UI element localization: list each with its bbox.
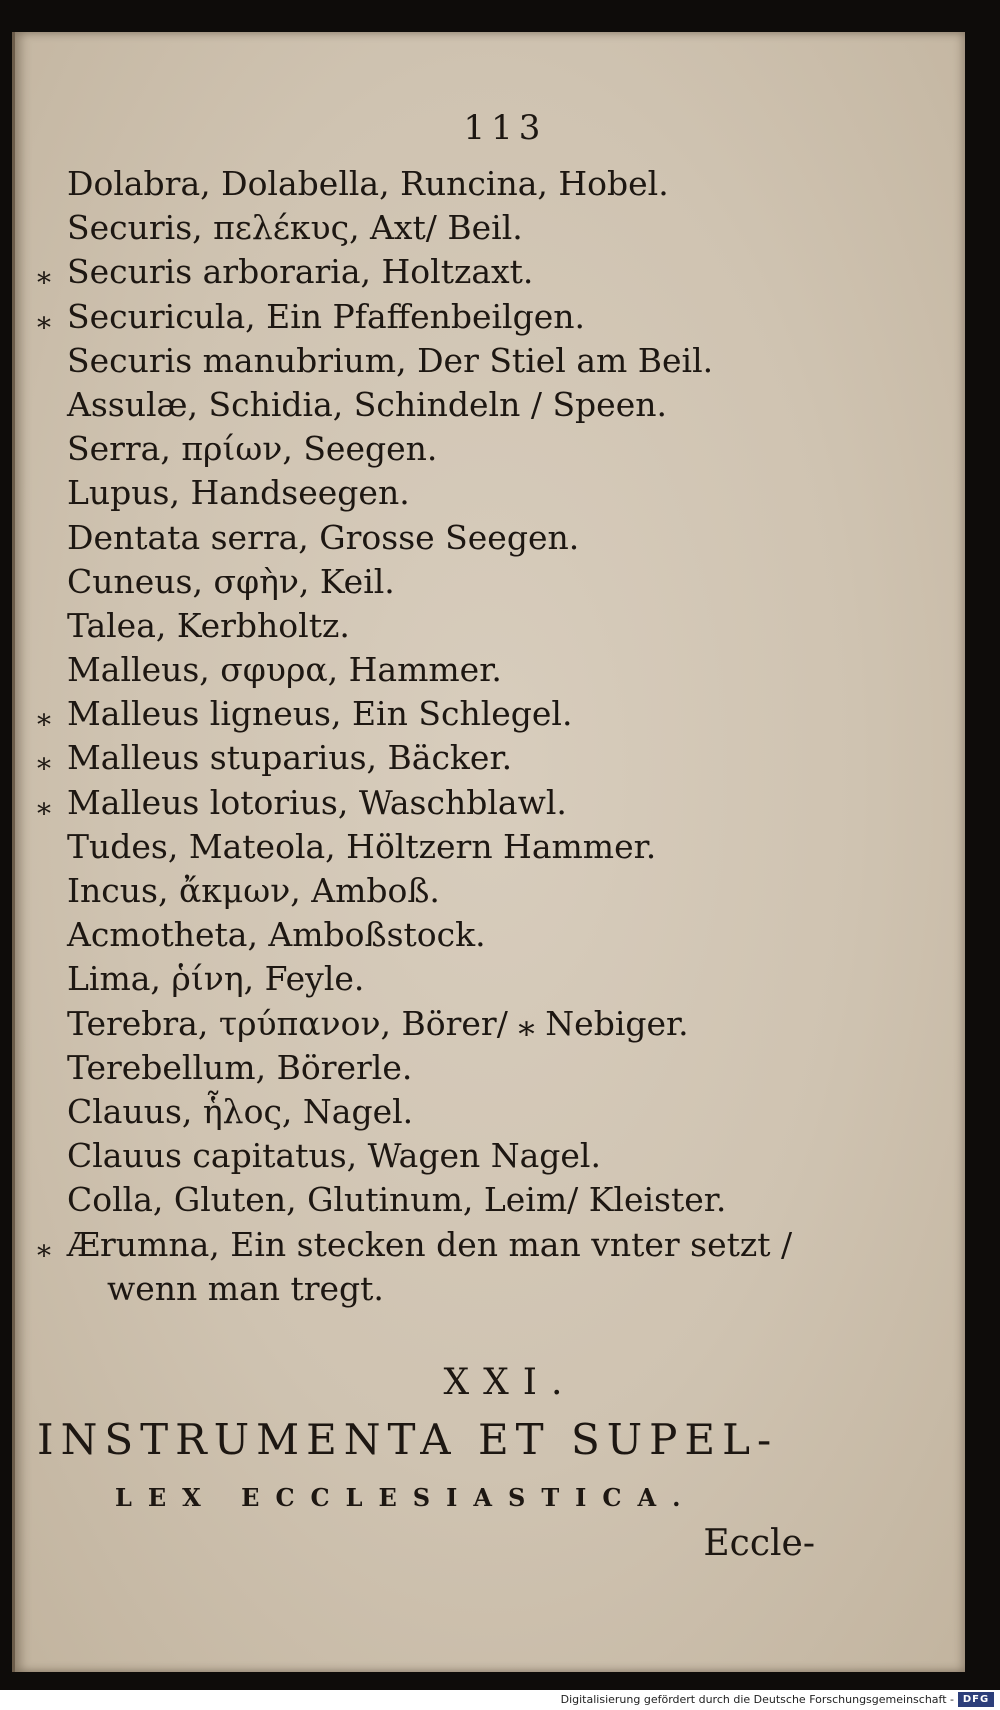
entry-text: Malleus lotorius, Waschblawl. — [67, 782, 567, 822]
glossary-entry — [25, 604, 925, 648]
entry-text: Serra, πρίων, Seegen. — [67, 429, 438, 469]
glossary-entry — [25, 339, 925, 383]
star-mark: ⁎ — [37, 257, 51, 291]
footer-credit: Digitalisierung gefördert durch die Deutsche Forschungsgemeinschaft - — [560, 1693, 954, 1706]
entry-text: Talea, Kerbholtz. — [67, 605, 350, 645]
entry-text: Terebra, τρύπανον, Börer/ ⁎ Nebiger. — [67, 1003, 689, 1043]
entry-text: Assulæ, Schidia, Schindeln / Speen. — [67, 384, 667, 424]
glossary-entry — [25, 1178, 925, 1222]
glossary-entry — [25, 1090, 925, 1134]
entry-text: Colla, Gluten, Glutinum, Leim/ Kleister. — [67, 1180, 727, 1220]
glossary-entry — [25, 383, 925, 427]
dfg-logo-icon: DFG — [958, 1692, 994, 1707]
glossary-entry — [25, 648, 925, 692]
glossary-entry — [25, 471, 925, 515]
glossary-entry — [25, 560, 925, 604]
entry-continuation: wenn man tregt. — [107, 1268, 384, 1308]
entry-text: Securis arboraria, Holtzaxt. — [67, 252, 534, 292]
section-number: XXI. — [443, 1362, 577, 1403]
entry-text: Securicula, Ein Pfaffenbeilgen. — [67, 296, 586, 336]
book-page — [12, 32, 965, 1672]
entry-text: Clauus capitatus, Wagen Nagel. — [67, 1136, 601, 1176]
entry-text: Incus, ἄκμων, Amboß. — [67, 871, 440, 910]
entry-text: Acmotheta, Amboßstock. — [67, 915, 486, 955]
entry-text: Securis, πελέκυς, Axt/ Beil. — [67, 208, 523, 248]
entry-text: Lupus, Handseegen. — [67, 473, 410, 513]
glossary-entry — [25, 1134, 925, 1178]
entry-text: Malleus stuparius, Bäcker. — [67, 738, 513, 778]
glossary-entry — [25, 427, 925, 471]
star-mark: ⁎ — [37, 787, 51, 821]
entry-text: Ærumna, Ein stecken den man vnter setzt / — [67, 1224, 793, 1264]
catchword: Eccle- — [703, 1523, 815, 1564]
section-title-line2: LEX ECCLESIASTICA. — [115, 1483, 697, 1512]
glossary-list — [25, 162, 925, 1311]
entry-text: Dentata serra, Grosse Seegen. — [67, 517, 580, 557]
glossary-entry — [25, 206, 925, 250]
entry-text: Lima, ῥίνη, Feyle. — [67, 959, 365, 999]
footer-bar — [0, 1690, 1000, 1710]
entry-text: Terebellum, Börerle. — [67, 1047, 413, 1087]
entry-text: Dolabra, Dolabella, Runcina, Hobel. — [67, 164, 669, 203]
entry-text: Securis manubrium, Der Stiel am Beil. — [67, 340, 714, 380]
glossary-entry — [25, 162, 925, 206]
glossary-entry — [25, 1002, 925, 1046]
glossary-entry — [25, 692, 925, 736]
entry-text: Malleus ligneus, Ein Schlegel. — [67, 694, 573, 734]
star-mark: ⁎ — [37, 301, 51, 335]
entry-text: Clauus, ἧλος, Nagel. — [67, 1091, 414, 1131]
glossary-entry — [25, 516, 925, 560]
glossary-entry — [25, 913, 925, 957]
glossary-entry — [25, 250, 925, 294]
entry-text: Cuneus, σφὴν, Keil. — [67, 561, 395, 601]
glossary-entry — [25, 1223, 925, 1267]
glossary-entry — [25, 781, 925, 825]
glossary-entry — [25, 736, 925, 780]
entry-text: Malleus, σφυρα, Hammer. — [67, 650, 502, 690]
star-mark: ⁎ — [37, 743, 51, 777]
glossary-entry — [25, 295, 925, 339]
section-title-line1: INSTRUMENTA ET SUPEL- — [37, 1415, 779, 1464]
entry-text: Tudes, Mateola, Höltzern Hammer. — [67, 826, 657, 866]
glossary-entry — [25, 825, 925, 869]
glossary-entry — [25, 869, 925, 913]
page-number: 113 — [463, 108, 547, 148]
glossary-entry — [25, 957, 925, 1001]
glossary-entry — [25, 1046, 925, 1090]
star-mark: ⁎ — [37, 1229, 51, 1263]
star-mark: ⁎ — [37, 699, 51, 733]
